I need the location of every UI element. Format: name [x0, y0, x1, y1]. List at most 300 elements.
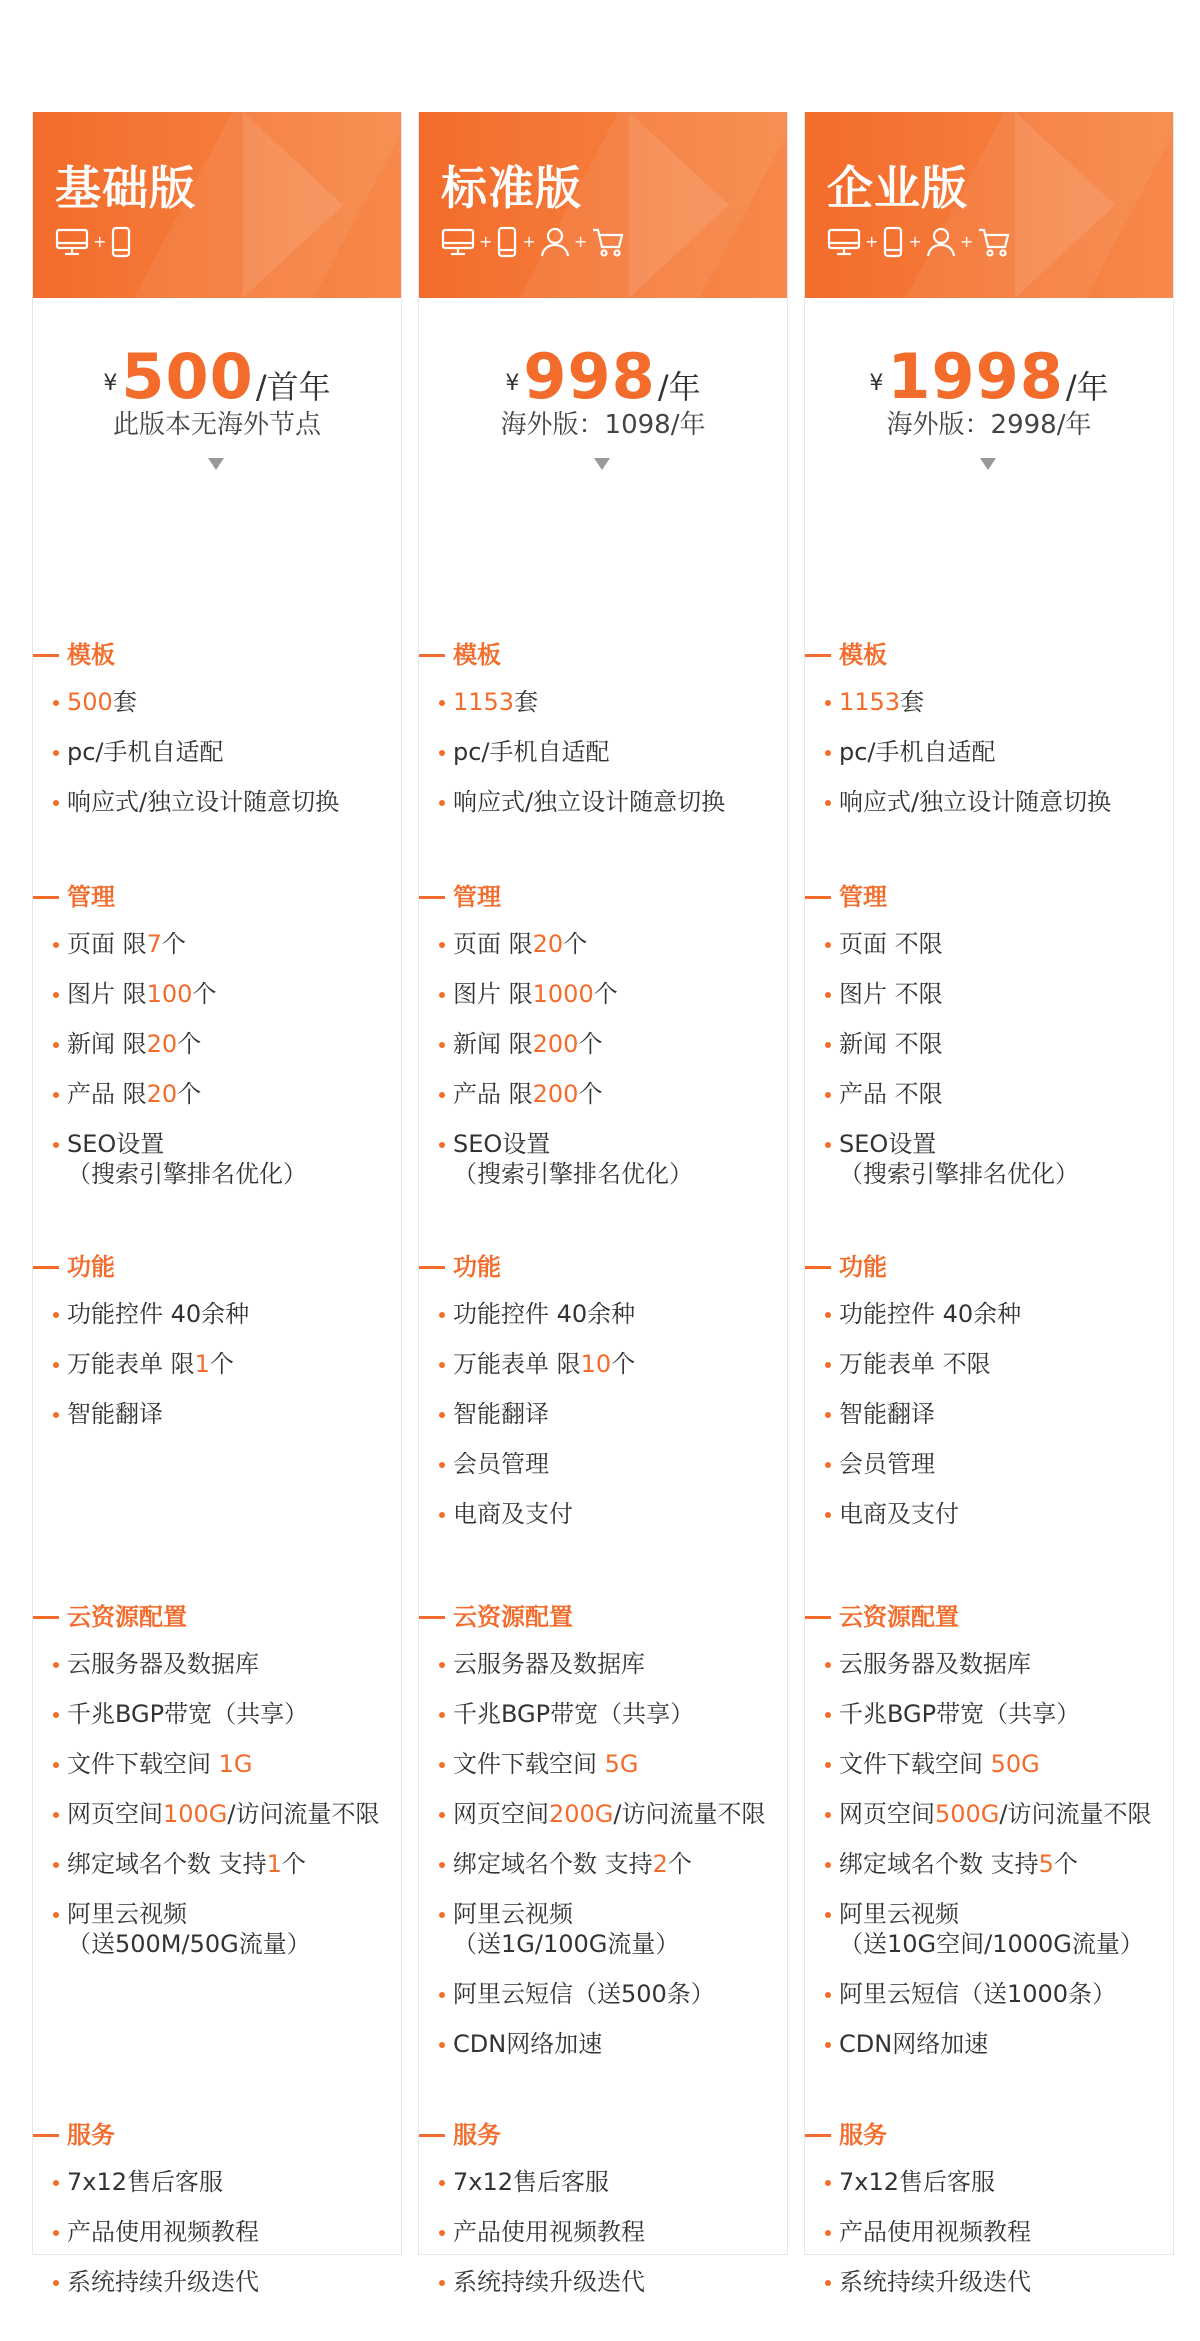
dash-icon [33, 654, 59, 657]
feature-item [419, 1649, 787, 1679]
bullet-dot-icon [439, 992, 445, 998]
feature-item [419, 1899, 787, 1959]
feature-item [419, 1799, 787, 1829]
plus-icon: + [959, 232, 974, 251]
feature-text: 套 [112, 688, 137, 716]
bullet-dot-icon [53, 2280, 59, 2286]
feature-text: 页面 限 [67, 930, 147, 958]
dash-icon [419, 654, 445, 657]
feature-item [805, 2167, 1173, 2197]
bullet-dot-icon [439, 1862, 445, 1868]
feature-item [419, 1299, 787, 1329]
feature-highlight: 500G [935, 1800, 1000, 1828]
feature-text: 万能表单 不限 [839, 1350, 991, 1378]
feature-text: 绑定域名个数 支持 [839, 1850, 1039, 1878]
bullet-dot-icon [825, 800, 831, 806]
plus-icon: + [908, 232, 922, 251]
plus-icon: + [479, 232, 493, 251]
bullet-dot-icon [825, 700, 831, 706]
bullet-dot-icon [825, 1662, 831, 1668]
bullet-dot-icon [53, 1912, 59, 1918]
bullet-dot-icon [439, 750, 445, 756]
dash-icon [33, 2134, 59, 2137]
feature-highlight: 200 [532, 1080, 579, 1108]
feature-text: 产品 不限 [839, 1080, 943, 1108]
feature-text: 智能翻译 [67, 1400, 163, 1428]
feature-item [805, 1079, 1173, 1109]
feature-highlight: 1153 [839, 688, 901, 716]
feature-highlight: 20 [146, 1030, 178, 1058]
feature-item [805, 1299, 1173, 1329]
feature-text: 会员管理 [453, 1450, 549, 1478]
bullet-dot-icon [53, 1812, 59, 1818]
feature-item [805, 737, 1173, 767]
section-title-text: 管理 [67, 883, 115, 911]
section-title [419, 879, 787, 915]
feature-text: 智能翻译 [453, 1400, 549, 1428]
feature-text: 云服务器及数据库 [839, 1650, 1031, 1678]
plan-header [33, 112, 401, 298]
section-title-text: 模板 [67, 641, 115, 669]
feature-section [419, 1249, 787, 1549]
feature-item [419, 787, 787, 817]
feature-text: 绑定域名个数 支持 [453, 1850, 653, 1878]
feature-item [419, 1449, 787, 1479]
bullet-dot-icon [439, 1092, 445, 1098]
bullet-dot-icon [439, 1662, 445, 1668]
pricing-plans [32, 112, 1178, 2296]
feature-list [805, 2167, 1173, 2297]
feature-list [33, 1299, 401, 1429]
feature-item [419, 1749, 787, 1779]
feature-text: SEO设置 [67, 1130, 165, 1158]
dash-icon [33, 1616, 59, 1619]
feature-text: SEO设置 [839, 1130, 937, 1158]
feature-highlight: 20 [532, 930, 564, 958]
feature-item [419, 737, 787, 767]
bullet-dot-icon [825, 1762, 831, 1768]
cart-icon [591, 226, 625, 258]
plus-icon: + [865, 232, 879, 251]
bullet-dot-icon [439, 1142, 445, 1148]
feature-text: 7x12售后客服 [839, 2168, 996, 2196]
feature-text: 个 [611, 1350, 636, 1378]
plan-card-basic[interactable] [32, 112, 402, 2296]
bullet-dot-icon [439, 800, 445, 806]
feature-highlight: 5G [604, 1750, 639, 1778]
feature-highlight: 20 [146, 1080, 178, 1108]
section-title-text: 云资源配置 [67, 1603, 187, 1631]
plus-icon: + [573, 232, 588, 251]
section-title [419, 637, 787, 673]
feature-item [419, 1399, 787, 1429]
bullet-dot-icon [439, 1992, 445, 1998]
feature-text: 万能表单 限 [453, 1350, 581, 1378]
feature-text: 文件下载空间 [67, 1750, 219, 1778]
feature-item [805, 1129, 1173, 1189]
feature-text: 网页空间 [67, 1800, 163, 1828]
feature-section [33, 637, 401, 837]
feature-highlight: 1000 [532, 980, 594, 1008]
bullet-dot-icon [53, 1142, 59, 1148]
feature-item [419, 2267, 787, 2297]
triangle-down-icon [208, 458, 224, 470]
feature-text: 会员管理 [839, 1450, 935, 1478]
monitor-icon [441, 227, 475, 257]
bullet-dot-icon [53, 1662, 59, 1668]
feature-item [33, 1079, 401, 1109]
feature-list [33, 929, 401, 1189]
feature-list [805, 929, 1173, 1189]
feature-list [419, 1649, 787, 2059]
bullet-dot-icon [53, 992, 59, 998]
feature-text: /访问流量不限 [999, 1800, 1152, 1828]
feature-item [805, 1979, 1173, 2009]
feature-text: 个 [667, 1850, 692, 1878]
bullet-dot-icon [53, 1312, 59, 1318]
dash-icon [419, 1616, 445, 1619]
section-title-text: 服务 [67, 2121, 115, 2149]
feature-highlight: 2 [652, 1850, 668, 1878]
feature-highlight: 1G [218, 1750, 253, 1778]
feature-item [419, 2029, 787, 2059]
feature-section [419, 1599, 787, 2079]
bullet-dot-icon [825, 942, 831, 948]
feature-item [805, 979, 1173, 1009]
plan-card-enterprise[interactable] [804, 112, 1174, 2296]
dash-icon [805, 896, 831, 899]
feature-item [33, 1749, 401, 1779]
plan-header [805, 112, 1173, 298]
dash-icon [419, 1266, 445, 1269]
section-title-text: 管理 [453, 883, 501, 911]
bullet-dot-icon [53, 1042, 59, 1048]
feature-item [419, 1079, 787, 1109]
bullet-dot-icon [825, 1992, 831, 1998]
bullet-dot-icon [439, 1712, 445, 1718]
feature-list [419, 1299, 787, 1529]
feature-text: 个 [281, 1850, 306, 1878]
feature-highlight: 1153 [453, 688, 515, 716]
overseas-note: 此版本无海外节点 [112, 410, 321, 440]
currency-symbol: ¥ [869, 371, 884, 396]
feature-item [33, 1299, 401, 1329]
section-title [33, 637, 401, 673]
bullet-dot-icon [439, 2180, 445, 2186]
feature-text: 系统持续升级迭代 [839, 2268, 1031, 2296]
feature-text: 响应式/独立设计随意切换 [453, 788, 726, 816]
section-title-text: 服务 [839, 2121, 887, 2149]
feature-item [419, 979, 787, 1009]
currency-symbol: ¥ [103, 371, 118, 396]
feature-item [33, 2217, 401, 2247]
bullet-dot-icon [825, 1862, 831, 1868]
bullet-dot-icon [439, 1512, 445, 1518]
feature-highlight: 200G [549, 1800, 614, 1828]
feature-item [805, 1449, 1173, 1479]
bullet-dot-icon [825, 2180, 831, 2186]
feature-text: 网页空间 [453, 1800, 549, 1828]
bullet-dot-icon [439, 1412, 445, 1418]
feature-item [419, 1979, 787, 2009]
feature-list [805, 687, 1173, 817]
feature-text: 阿里云短信（送1000条） [839, 1980, 1117, 2008]
dash-icon [419, 896, 445, 899]
feature-text: 功能控件 40余种 [453, 1300, 636, 1328]
feature-list [419, 2167, 787, 2297]
feature-text: 千兆BGP带宽（共享） [839, 1700, 1081, 1728]
feature-list [419, 929, 787, 1189]
feature-item [33, 687, 401, 717]
section-title [805, 2117, 1173, 2153]
bullet-dot-icon [439, 1812, 445, 1818]
feature-text: 千兆BGP带宽（共享） [453, 1700, 695, 1728]
feature-section [419, 2117, 787, 2317]
feature-text: 智能翻译 [839, 1400, 935, 1428]
feature-item [805, 1699, 1173, 1729]
feature-text: 图片 不限 [839, 980, 943, 1008]
dash-icon [419, 2134, 445, 2137]
feature-text: pc/手机自适配 [453, 738, 610, 766]
section-title [805, 1599, 1173, 1635]
section-title-text: 模板 [453, 641, 501, 669]
bullet-dot-icon [53, 1762, 59, 1768]
feature-text: 阿里云短信（送500条） [453, 1980, 715, 2008]
feature-item [33, 1029, 401, 1059]
feature-text: 产品使用视频教程 [453, 2218, 645, 2246]
feature-list [805, 1299, 1173, 1529]
bullet-dot-icon [439, 1462, 445, 1468]
bullet-dot-icon [53, 1092, 59, 1098]
feature-subtext: （送1G/100G流量） [453, 1930, 680, 1958]
feature-subtext: （送500M/50G流量） [67, 1930, 311, 1958]
feature-highlight: 200 [532, 1030, 579, 1058]
feature-text: 套 [900, 688, 925, 716]
feature-text: 新闻 不限 [839, 1030, 943, 1058]
feature-item [33, 1399, 401, 1429]
feature-text: 个 [161, 930, 186, 958]
bullet-dot-icon [53, 750, 59, 756]
bullet-dot-icon [825, 1142, 831, 1148]
device-icons [827, 222, 1011, 262]
bullet-dot-icon [53, 1412, 59, 1418]
feature-text: 千兆BGP带宽（共享） [67, 1700, 309, 1728]
feature-highlight: 500 [67, 688, 113, 716]
feature-text: 响应式/独立设计随意切换 [839, 788, 1112, 816]
feature-text: 功能控件 40余种 [67, 1300, 250, 1328]
feature-section [805, 879, 1173, 1209]
plan-name: 标准版 [441, 161, 582, 215]
monitor-icon [827, 227, 861, 257]
feature-subtext: （送10G空间/1000G流量） [839, 1930, 1144, 1958]
price-amount: 500 [121, 340, 254, 413]
bullet-dot-icon [825, 1312, 831, 1318]
feature-text: CDN网络加速 [453, 2030, 603, 2058]
feature-text: 电商及支付 [839, 1500, 959, 1528]
feature-text: pc/手机自适配 [67, 738, 224, 766]
feature-item [805, 1749, 1173, 1779]
feature-item [805, 929, 1173, 959]
bullet-dot-icon [439, 2230, 445, 2236]
feature-text: 阿里云视频 [67, 1900, 187, 1928]
feature-text: 产品 限 [67, 1080, 147, 1108]
feature-item [805, 1899, 1173, 1959]
feature-text: /访问流量不限 [227, 1800, 380, 1828]
section-title-text: 功能 [453, 1253, 501, 1281]
price-amount: 998 [523, 340, 656, 413]
device-icons [441, 222, 625, 262]
bullet-dot-icon [825, 1912, 831, 1918]
feature-item [33, 1899, 401, 1959]
bullet-dot-icon [825, 1512, 831, 1518]
dash-icon [805, 1616, 831, 1619]
dash-icon [33, 896, 59, 899]
section-title-text: 云资源配置 [453, 1603, 573, 1631]
feature-text: 响应式/独立设计随意切换 [67, 788, 340, 816]
price-unit: /年 [1065, 368, 1109, 406]
feature-item [805, 1799, 1173, 1829]
feature-section [33, 879, 401, 1209]
bullet-dot-icon [53, 1362, 59, 1368]
bullet-dot-icon [825, 2230, 831, 2236]
feature-item [419, 929, 787, 959]
feature-text: 页面 限 [453, 930, 533, 958]
feature-text: 个 [209, 1350, 234, 1378]
feature-text: 文件下载空间 [839, 1750, 991, 1778]
price-unit: /年 [657, 368, 701, 406]
feature-item [805, 2217, 1173, 2247]
feature-highlight: 1 [194, 1350, 210, 1378]
feature-item [419, 1699, 787, 1729]
feature-item [33, 1129, 401, 1189]
feature-item [33, 2167, 401, 2197]
bullet-dot-icon [439, 1912, 445, 1918]
feature-text: 个 [177, 1080, 202, 1108]
price [805, 340, 1173, 413]
feature-text: 页面 不限 [839, 930, 943, 958]
user-icon [926, 226, 956, 258]
feature-item [33, 1649, 401, 1679]
feature-text: 系统持续升级迭代 [67, 2268, 259, 2296]
feature-text: 产品 限 [453, 1080, 533, 1108]
plus-icon: + [522, 232, 536, 251]
feature-item [419, 2167, 787, 2197]
bullet-dot-icon [53, 1862, 59, 1868]
bullet-dot-icon [439, 2280, 445, 2286]
feature-item [805, 1649, 1173, 1679]
feature-text: 个 [192, 980, 217, 1008]
feature-text: 新闻 限 [453, 1030, 533, 1058]
feature-item [805, 2029, 1173, 2059]
bullet-dot-icon [53, 800, 59, 806]
feature-item [419, 1349, 787, 1379]
feature-item [33, 929, 401, 959]
bullet-dot-icon [825, 1812, 831, 1818]
user-icon [540, 226, 570, 258]
bullet-dot-icon [439, 2042, 445, 2048]
plan-name: 企业版 [827, 161, 968, 215]
plan-card-standard[interactable] [418, 112, 788, 2296]
feature-highlight: 7 [146, 930, 162, 958]
feature-section [419, 637, 787, 837]
feature-text: 个 [1053, 1850, 1078, 1878]
feature-item [419, 687, 787, 717]
feature-text: pc/手机自适配 [839, 738, 996, 766]
section-title-text: 服务 [453, 2121, 501, 2149]
feature-text: 万能表单 限 [67, 1350, 195, 1378]
bullet-dot-icon [53, 942, 59, 948]
dash-icon [805, 1266, 831, 1269]
bullet-dot-icon [53, 2180, 59, 2186]
section-title [33, 879, 401, 915]
feature-subtext: （搜索引擎排名优化） [839, 1160, 1079, 1188]
feature-highlight: 100 [146, 980, 193, 1008]
feature-text: 阿里云视频 [453, 1900, 573, 1928]
feature-text: 7x12售后客服 [67, 2168, 224, 2196]
section-title-text: 模板 [839, 641, 887, 669]
triangle-down-icon [980, 458, 996, 470]
feature-subtext: （搜索引擎排名优化） [67, 1160, 307, 1188]
feature-text: 系统持续升级迭代 [453, 2268, 645, 2296]
bullet-dot-icon [439, 942, 445, 948]
section-title [419, 1249, 787, 1285]
feature-highlight: 10 [580, 1350, 612, 1378]
feature-list [33, 2167, 401, 2297]
bullet-dot-icon [825, 1412, 831, 1418]
feature-list [805, 1649, 1173, 2059]
section-title [419, 2117, 787, 2153]
feature-item [419, 2217, 787, 2247]
feature-item [33, 787, 401, 817]
feature-text: 功能控件 40余种 [839, 1300, 1022, 1328]
feature-item [805, 1849, 1173, 1879]
bullet-dot-icon [53, 700, 59, 706]
phone-icon [496, 226, 518, 258]
feature-item [805, 1499, 1173, 1529]
feature-section [33, 1599, 401, 1979]
device-icons [55, 222, 132, 262]
feature-text: 个 [578, 1080, 603, 1108]
section-title [419, 1599, 787, 1635]
feature-text: 云服务器及数据库 [453, 1650, 645, 1678]
section-title-text: 功能 [839, 1253, 887, 1281]
currency-symbol: ¥ [505, 371, 520, 396]
section-title [33, 2117, 401, 2153]
feature-section [805, 2117, 1173, 2317]
feature-item [805, 687, 1173, 717]
bullet-dot-icon [825, 1712, 831, 1718]
bullet-dot-icon [825, 1362, 831, 1368]
feature-text: 电商及支付 [453, 1500, 573, 1528]
feature-text: 产品使用视频教程 [839, 2218, 1031, 2246]
dash-icon [33, 1266, 59, 1269]
feature-item [419, 1029, 787, 1059]
feature-item [33, 1699, 401, 1729]
phone-icon [110, 226, 132, 258]
bullet-dot-icon [439, 1312, 445, 1318]
feature-highlight: 1 [266, 1850, 282, 1878]
monitor-icon [55, 227, 89, 257]
section-title-text: 功能 [67, 1253, 115, 1281]
feature-text: 网页空间 [839, 1800, 935, 1828]
bullet-dot-icon [825, 2280, 831, 2286]
feature-list [33, 1649, 401, 1959]
feature-section [419, 879, 787, 1209]
feature-subtext: （搜索引擎排名优化） [453, 1160, 693, 1188]
feature-item [805, 1399, 1173, 1429]
feature-item [805, 2267, 1173, 2297]
price [33, 340, 401, 413]
